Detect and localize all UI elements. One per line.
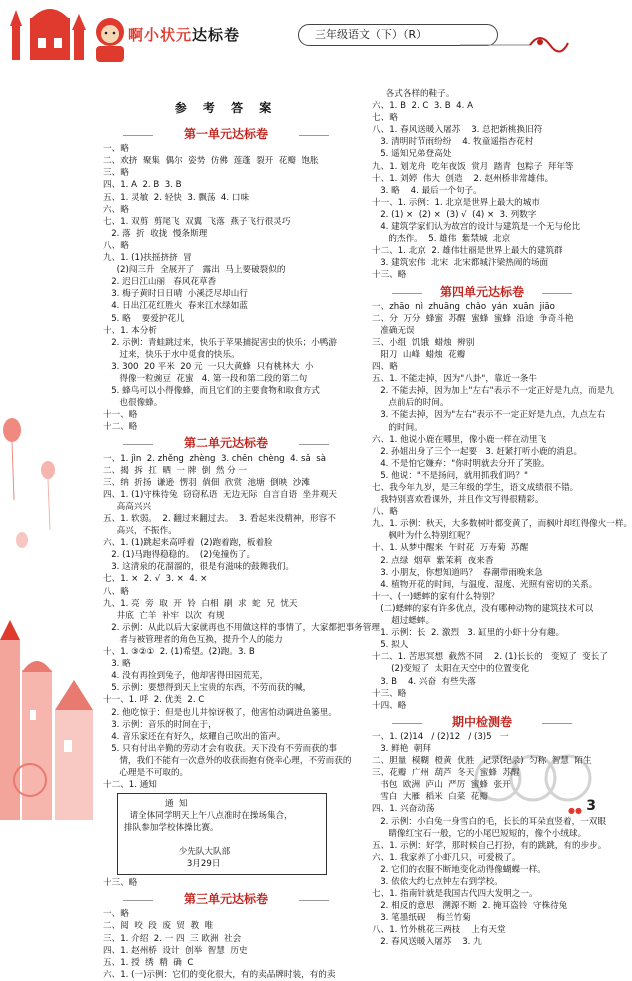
answer-line: 八、略 <box>103 240 129 251</box>
answer-line: 3. 不能去掉，因为"左右"表示不一定正好是九点，九点左右 <box>372 410 606 421</box>
answer-line: 十一、略 <box>103 410 138 421</box>
answer-line: 2. 点绿 烟草 紫茉莉 夜来香 <box>372 555 494 566</box>
answer-line: 二、阅 咬 段 废 贸 教 唯 <box>103 921 214 932</box>
answer-line: 三、略 <box>103 168 129 179</box>
answer-line: 二、欢挤 聚集 偶尔 姿势 仿佛 莲蓬 裂开 花瓣 饱胀 <box>103 156 319 167</box>
section-heading: 期中检测卷 <box>372 716 592 728</box>
answer-line: 点前后的时间。 <box>372 398 449 409</box>
answer-line: 十一、(一)蟋蟀的家有什么特别？ <box>372 591 500 602</box>
answer-line: 3. 300 20 平米 20 元 一只大黄蜂 只有桃林大 小 <box>103 361 314 372</box>
answer-line: 四、1. 兴奋动荡 <box>372 804 435 815</box>
answer-line: 也很像蜂。 <box>103 398 163 409</box>
answer-line: 五、1. 示例：好学，那时候自己打扮，有的跳跳，有的步步。 <box>372 840 607 851</box>
answer-line: 七、我今年九岁，是三年级的学生，语文成绩很不错。 <box>372 483 579 493</box>
answer-line: 六、1. 我家养了小虾几只，可爱极了。 <box>372 852 521 863</box>
answer-line: 九、1. 亮 旁 取 开 铃 白相 刷 求 蛇 兄 忧天 <box>103 598 298 609</box>
answer-line: 2. (1) × (2) × (3) √ (4) × 3. 列数字 <box>372 209 537 220</box>
answer-line: 六、1. B 2. C 3. B 4. A <box>372 101 473 112</box>
answer-line: 十、1. 从梦中醒来 午时花 万寿菊 苏醒 <box>372 543 529 554</box>
answer-line: 二、揭 拆 扛 晒 一 牌 倒 然 分 一 <box>103 465 248 476</box>
answer-line: 十一、1. 呼 2. 优美 2. C <box>103 695 205 706</box>
answer-line: 一、zhāo nì zhuāng chǎo yán xuān jiāo <box>372 301 555 312</box>
answer-line: 十三、略 <box>103 878 138 889</box>
answer-line: 十二、1. 苦思冥想 截然不同 2. (1)长长的 变短了 变长了 <box>372 652 608 663</box>
answer-line: 八、1. 春风送暖入屠苏 3. 总把新桃换旧符 <box>372 125 543 136</box>
answer-line: 3. 笔墨纸砚 梅兰竹菊 <box>372 913 471 924</box>
answer-line: 六、略 <box>103 204 129 215</box>
answer-line: 我特别喜欢看课外，并且作文写得很精彩。 <box>372 495 544 506</box>
answer-line: 2. 示例：从此以后大家就再也不用做这样的事情了，大家都把事务管理 <box>103 622 380 633</box>
answer-line: 睛像红宝石一般，它的小尾巴短短的，像个小绒球。 <box>372 828 587 839</box>
brand-suffix: 达标卷 <box>192 26 241 44</box>
answer-line: (二)蟋蟀的家有许多优点，没有哪种动物的建筑技术可以 <box>372 603 594 614</box>
answer-line: 十、1. 本分析 <box>103 325 157 336</box>
answer-line: 各式各样的鞋子。 <box>372 89 455 99</box>
answer-line: 3. 建筑宏伟 北宋 北宋都城汴梁热闹的场面 <box>372 258 549 269</box>
answer-line: 2. (1)马跑得稳稳的。 (2)兔撞伤了。 <box>103 550 256 561</box>
answer-line: 3. 这清泉的花溜溜的，很是有滋味的鼓舞我们。 <box>103 562 295 573</box>
answer-line: 4. 日出江花红胜火 春来江水绿如蓝 <box>103 301 248 312</box>
answer-line: 超过蟋蟀。 <box>372 616 435 627</box>
answer-line: 七、1. × 2. √ 3. × 4. × <box>103 574 208 585</box>
answer-line: 九、1. 示例：秋天，大多数树叶都变黄了，而枫叶却红得像火一样。 <box>372 519 632 530</box>
answer-line: 2. 它们的衣服不断地变化动得像蝴蝶一样。 <box>372 864 546 875</box>
answer-line: 六、1. 他说小鹿在哪里，像小鹿一样在动里飞 <box>372 434 547 445</box>
answer-line: 五、1. 灵敏 2. 轻快 3. 飘荡 4. 口味 <box>103 192 250 203</box>
answer-line: 3. B 4. 兴奋 有些失落 <box>372 676 476 687</box>
answer-line: 六、1. (一)示例：它们的变化很大，有的卖品牌时装，有的卖 <box>103 969 336 980</box>
answer-line: 四、略 <box>372 362 398 373</box>
answer-line: 高高兴兴 <box>103 501 152 512</box>
subject-label: 三年级语文（下）（R） <box>298 24 498 46</box>
answer-line: 十三、略 <box>372 270 407 281</box>
answer-line: 2. 落 折 收拢 慢条斯理 <box>103 228 208 239</box>
brand-name: 啊小状元 <box>128 26 193 44</box>
answer-line: 5. 只有付出辛勤的劳动才会有收获。天下没有不劳而获的事 <box>103 743 337 754</box>
answer-line: (2)闯三升 全展开了 露出 马上要破裂似的 <box>103 265 286 276</box>
answer-line: 五、1. 不能走掉，因为"八卦"，靠近一条牛 <box>372 374 537 385</box>
answer-line: 2. 孙姐出身了三个一起要 3. 赶紧打听小鹿的消息。 <box>372 446 583 457</box>
answer-line: 书包 欧洲 庐山 严厉 蜜蜂 张开 <box>372 780 511 791</box>
section-heading: 第四单元达标卷 <box>372 286 592 298</box>
answer-line: 2. 示例：青蛙跳过来，快乐于苹果捕捉害虫的快乐；小鸭游 <box>103 337 337 348</box>
answer-line: 3. 梅子黄时日日晴 小溪泛尽却山行 <box>103 289 248 300</box>
answer-line: 十二、略 <box>103 422 138 433</box>
answer-line: 2. 春风送暖入屠苏 3. 九 <box>372 937 482 948</box>
answer-line: 八、略 <box>103 586 129 597</box>
answer-line: 2. 不能去掉，因为加上"左右"表示不一定正好是九点，而是九 <box>372 386 614 397</box>
section-heading: 第二单元达标卷 <box>103 437 349 449</box>
answer-line: 5. 蜂鸟可以小得像蜂，而且它们的主要食物和取食方式 <box>103 386 320 397</box>
answer-line: 枫叶为什么特别红呢？ <box>372 531 475 542</box>
section-heading: 第一单元达标卷 <box>103 128 349 140</box>
answer-line: 阳刀 山峰 蜡烛 花瓣 <box>372 349 466 360</box>
answer-line: 3. 鲜艳 朝拜 <box>372 743 431 754</box>
answer-line: 七、1. 指南针就是我国古代四大发明之一。 <box>372 889 538 900</box>
page-header <box>0 0 600 78</box>
left-column <box>103 92 380 981</box>
answer-line: 九、1. 划龙舟 吃年夜饭 赏月 踏青 包粽子 拜年等 <box>372 161 574 172</box>
ornament-icon <box>460 30 570 60</box>
answer-line: 情，我们不能有一次意外的收获而抱有侥幸心理，不劳而获的 <box>103 755 352 766</box>
answer-line: 4. 建筑学家们认为故宫的设计与建筑是一个无与伦比 <box>372 222 581 233</box>
answer-line: 四、1. A 2. B 3. B <box>103 180 182 191</box>
answer-line: 一、1. (2)14 / (2)12 / (3)5 一 <box>372 731 509 742</box>
answer-line: 井底 亡羊 补牢 以次 有规 <box>103 610 225 621</box>
answer-line: 六、1. (1)跳起来高呼着 (2)跑着跑，板着脸 <box>103 538 273 549</box>
answer-line: 2. 他吃惊于：但是也儿井惊讶极了，他害怕动调进鱼篓里。 <box>103 707 337 718</box>
answer-line: 五、1. 软弱。 2. 翻过来翻过去。 3. 看起来没精神，形容不 <box>103 514 336 524</box>
answer-line: 得像一粒豌豆 花蜜 4. 第一段和第二段的第二句 <box>103 373 308 384</box>
answer-line: 八、1. 竹外桃花三两枝 上有天堂 <box>372 925 506 936</box>
answer-line: 七、略 <box>372 113 398 124</box>
page-dots-icon: ●● <box>568 806 582 815</box>
answer-line: 的杰作。 5. 雄伟 紫禁城 北京 <box>372 234 511 245</box>
left-answers <box>103 127 380 981</box>
answer-line: 3. 小朋友，你想知道吗？ 春潮带雨晚来急 <box>372 567 543 578</box>
answer-line: 5. 遥知兄弟登高处 <box>372 149 452 160</box>
right-column <box>372 88 632 949</box>
notice-box: 通 知 请全体同学明天上午八点准时在操场集合， 排队参加学校体操比赛。 少先队大队部 3月29日 <box>117 793 327 875</box>
answer-line: 四、1. 赵州桥 设计 创举 智慧 历史 <box>103 945 248 956</box>
answer-line: 五、1. 授 绣 精 确 C <box>103 957 194 968</box>
answer-line: 二、分 万分 蜂蜜 苏醒 蜜蜂 蜜蜂 沿途 争奇斗艳 <box>372 313 574 324</box>
answer-line: 十二、1. 北京 2. 雄伟壮丽是世界上最大的建筑群 <box>372 246 563 257</box>
answer-line: 三、1. 介绍 2. 一 四 三 欧洲 社会 <box>103 933 242 944</box>
document-title: 参 考 答 案 <box>174 101 278 115</box>
answer-line: 的时间。 <box>372 422 423 433</box>
right-answers <box>372 88 632 949</box>
answer-line: 十二、1. 通知 <box>103 780 157 791</box>
answer-line: 3. 略 4. 最后一个句子。 <box>372 185 482 196</box>
answer-line: 一、1. jìn 2. zhěng zhèng 3. chēn chèng 4. sǎ sà <box>103 453 326 464</box>
answer-line: 八、略 <box>372 507 398 518</box>
answer-line: 过来，快乐于水中觅食的快乐。 <box>103 349 240 360</box>
section-heading: 第三单元达标卷 <box>103 893 349 905</box>
answer-line: 高兴，不振作。 <box>103 526 177 537</box>
answer-line: 三、小组 饥饿 蜡烛 辨别 <box>372 337 475 348</box>
answer-line: 十一、1. 示例：1. 北京是世界上最大的城市 <box>372 197 540 208</box>
answer-line: 3. 略 <box>103 659 131 670</box>
answer-line: 2. 相反的意思 溯源不断 2. 掩耳盗铃 守株待兔 <box>372 901 568 912</box>
answer-line: 七、1. 双剪 剪尾飞 双翼 飞落 燕子飞行很灵巧 <box>103 216 291 227</box>
answer-line: 3. 清明时节雨纷纷 4. 牧童遥指杏花村 <box>372 137 534 148</box>
answer-line: 十四、略 <box>372 700 407 711</box>
answer-line: 雪白 大雁 稻米 白菜 花瓣 <box>372 792 488 803</box>
answer-line: 5. 他说："不是扬问，就用抓我们吗？" <box>372 470 528 481</box>
answer-line: 一、略 <box>103 144 129 155</box>
answer-line: 一、略 <box>103 909 129 920</box>
answer-line: 2. 示例：小白兔一身雪白的毛，长长的耳朵直竖着，一双眼 <box>372 816 606 827</box>
answer-line: 十、1. 刘婷 伟大 创造 2. 赵州桥非常雄伟。 <box>372 173 554 184</box>
answer-line: 九、1. (1)扶摇挤挤 冒 <box>103 253 192 264</box>
answer-line: 4. 不是怕它嫌弃："你时明就去分开了笑脸。 <box>372 458 550 469</box>
answer-line: 1. 示例：长 2. 激烈 3. 缸里的小虾十分有趣。 <box>372 628 565 639</box>
answer-line: 4. 没有再捡到兔子，他却害得田园荒芜， <box>103 671 269 682</box>
answer-line: 三、花瓣 广州 葫芦 冬天 蜜蜂 苏醒 <box>372 768 520 779</box>
answer-line: 4. 植物开花的时间，与温度、湿度、光照有密切的关系。 <box>372 579 598 590</box>
answer-line: 心理是不可取的。 <box>103 767 189 778</box>
answer-line: 2. 迟日江山丽 春风花草香 <box>103 277 217 288</box>
answer-line: 5. 示例：要想得到天上宝贵的东西，不劳而获的喊， <box>103 683 312 694</box>
answer-line: 5. 拟人 <box>372 640 409 651</box>
answer-line: (2)变短了 太阳在天空中的位置变化 <box>372 664 530 675</box>
brand-title <box>128 24 240 45</box>
answer-line: 3. 示例：音乐的时间在于， <box>103 719 217 730</box>
answer-line: 三、纳 折扬 谦逊 愣羽 倘佃 欣赏 池塘 倒映 沙滩 <box>103 477 310 488</box>
answer-line: 准确无误 <box>372 325 415 336</box>
answer-line: 者与被管理者的角色互换，提升个人的能力 <box>103 634 283 645</box>
answer-line: 四、1. (1)守株待兔 窃窃私语 无边无际 自言自语 坐井观天 <box>103 489 338 500</box>
answer-line: 十三、略 <box>372 688 407 699</box>
page-number: 3 <box>586 798 596 814</box>
carnival-illustration <box>0 240 95 820</box>
answer-line: 5. 略 要爱护花儿 <box>103 313 185 324</box>
answer-line: 二、胆量 模糊 橙黄 优胜 记录(纪录) 匀称 智慧 陌生 <box>372 756 592 767</box>
answer-line: 十、1. ③②① 2. (1)希望。(2)跑。3. B <box>103 647 255 658</box>
answer-line: 3. 依依大约七点钟左右到学校。 <box>372 877 503 887</box>
answer-line: 4. 音乐家还在有好久，炫耀自己吹出的笛声。 <box>103 731 286 742</box>
